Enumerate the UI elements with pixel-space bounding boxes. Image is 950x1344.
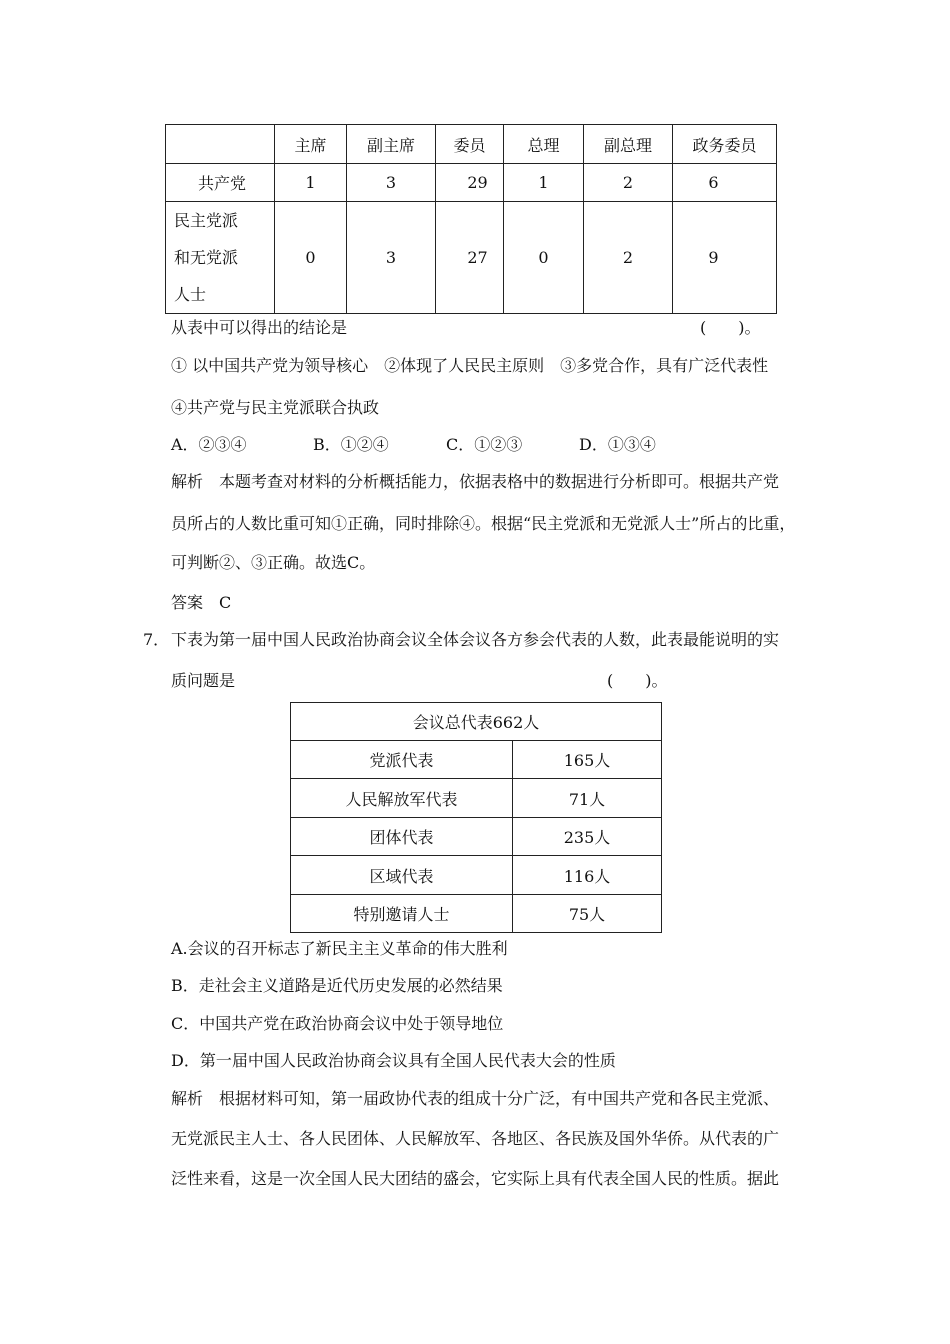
q7-option-a: A.会议的召开标志了新民主主义革命的伟大胜利 [171,939,508,958]
table-cell: 235人 [513,818,662,856]
table-title-row [291,703,662,741]
table-row [291,818,662,856]
table-cell: 116人 [513,856,662,895]
table-header-cell: 委员 [436,125,504,164]
table-cell: 区域代表 [291,856,513,895]
table-header-cell [166,125,275,164]
q6-analysis-line: 解析 本题考查对材料的分析概括能力，依据表格中的数据进行分析即可。根据共产党 [171,472,780,491]
table-cell: 165人 [513,741,662,779]
q6-statements-line2: ④共产党与民主党派联合执政 [171,398,380,417]
table-cell: 0 [275,202,347,314]
table-cell: 1 [504,164,584,202]
table-header-cell: 副主席 [347,125,436,164]
q7-analysis-line: 解析 根据材料可知，第一届政协代表的组成十分广泛，有中国共产党和各民主党派、 [171,1089,780,1108]
table-row [166,164,777,202]
table-cell: 29 [436,164,504,202]
table-title: 会议总代表662人 [291,703,662,741]
q7-number: 7． [143,630,170,649]
q6-answer: 答案 C [171,593,232,612]
table-header-cell: 主席 [275,125,347,164]
table-cell: 27 [436,202,504,314]
q7-analysis-line: 泛性来看，这是一次全国人民大团结的盛会，它实际上具有代表全国人民的性质。据此 [171,1169,780,1188]
table-row [291,741,662,779]
q7-analysis-line: 无党派民主人士、各人民团体、人民解放军、各地区、各民族及国外华侨。从代表的广 [171,1129,780,1148]
q6-answer-paren: ( )。 [700,318,761,337]
table-row [291,895,662,933]
table-header-cell: 副总理 [584,125,673,164]
table-cell: 3 [347,164,436,202]
q7-option-b: B．走社会主义道路是近代历史发展的必然结果 [171,976,503,995]
table-cell: 6 [673,164,777,202]
delegates-table [290,702,662,933]
q6-analysis-line: 员所占的人数比重可知①正确，同时排除④。根据“民主党派和无党派人士”所占的比重， [171,514,796,533]
table-cell: 71人 [513,779,662,818]
table-row [291,856,662,895]
q7-option-d: D．第一届中国人民政治协商会议具有全国人民代表大会的性质 [171,1051,616,1070]
table-cell: 2 [584,164,673,202]
q6-option-c: C．①②③ [446,435,523,454]
table-header-row [166,125,777,164]
row-label-line: 和无党派 [174,248,239,267]
table-cell: 人民解放军代表 [291,779,513,818]
table-header-cell: 总理 [504,125,584,164]
table-cell: 团体代表 [291,818,513,856]
table-row [291,779,662,818]
table-cell: 1 [275,164,347,202]
table-cell: 75人 [513,895,662,933]
q7-stem-line2: 质问题是 [171,671,236,690]
table-header-cell: 政务委员 [673,125,777,164]
row-label: 共产党 [166,164,275,202]
row-label-line: 人士 [174,285,207,304]
table-row [166,202,777,314]
q6-option-a: A．②③④ [171,435,247,454]
q6-option-b: B．①②④ [313,435,389,454]
party-seat-table [165,124,777,314]
q6-stem: 从表中可以得出的结论是 [171,318,348,337]
table-cell: 3 [347,202,436,314]
q7-answer-paren: ( )。 [607,671,668,690]
q6-analysis-line: 可判断②、③正确。故选C。 [171,553,376,572]
row-label-line: 民主党派 [174,211,239,230]
table-cell: 党派代表 [291,741,513,779]
q7-stem-line1: 下表为第一届中国人民政治协商会议全体会议各方参会代表的人数，此表最能说明的实 [171,630,780,649]
q6-statements-line1: ① 以中国共产党为领导核心 ②体现了人民民主原则 ③多党合作，具有广泛代表性 [171,356,769,375]
q6-option-d: D．①③④ [579,435,656,454]
table-cell: 特别邀请人士 [291,895,513,933]
q7-option-c: C．中国共产党在政治协商会议中处于领导地位 [171,1014,504,1033]
table-cell: 0 [504,202,584,314]
table-cell: 2 [584,202,673,314]
row-label [166,202,275,314]
table-cell: 9 [673,202,777,314]
